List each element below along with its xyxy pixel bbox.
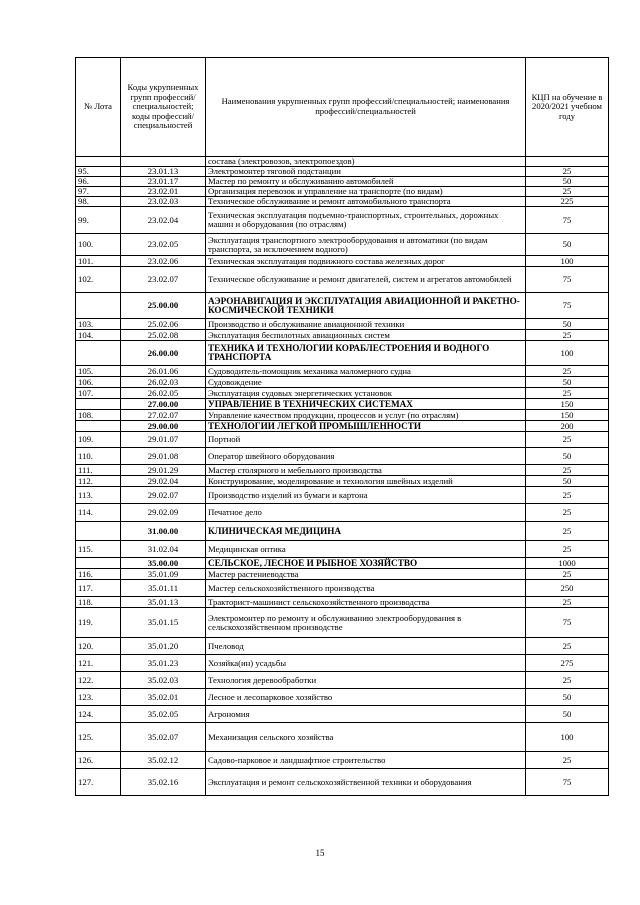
name-cell: Эксплуатация беспилотных авиационных систем bbox=[206, 330, 526, 341]
name-cell: Медицинская оптика bbox=[206, 541, 526, 558]
name-cell: Пчеловод bbox=[206, 638, 526, 655]
table-row bbox=[76, 723, 609, 752]
lot-number-cell: 110. bbox=[76, 448, 121, 465]
table-row bbox=[76, 597, 609, 608]
quota-cell: 25 bbox=[526, 752, 609, 769]
table-row bbox=[76, 448, 609, 465]
name-cell: Электромонтер по ремонту и обслуживанию электрооборудования в сельскохозяйственном производстве bbox=[206, 608, 526, 638]
quota-cell: 275 bbox=[526, 655, 609, 672]
quota-cell: 100 bbox=[526, 341, 609, 366]
table-row bbox=[76, 504, 609, 522]
table-row bbox=[76, 319, 609, 330]
quota-cell: 75 bbox=[526, 769, 609, 796]
name-cell: Оператор швейного оборудования bbox=[206, 448, 526, 465]
quota-cell: 25 bbox=[526, 522, 609, 541]
code-cell: 29.02.04 bbox=[121, 476, 206, 487]
code-cell: 29.01.08 bbox=[121, 448, 206, 465]
name-cell: Судовождение bbox=[206, 377, 526, 388]
quota-cell: 50 bbox=[526, 689, 609, 706]
lot-number-cell: 97. bbox=[76, 187, 121, 197]
table-row bbox=[76, 256, 609, 267]
name-cell: Электромонтер тяговой подстанции bbox=[206, 167, 526, 177]
lot-number-cell: 107. bbox=[76, 388, 121, 399]
name-cell: АЭРОНАВИГАЦИЯ И ЭКСПЛУАТАЦИЯ АВИАЦИОННОЙ И РАКЕТНО-КОСМИЧЕСКОЙ ТЕХНИКИ bbox=[206, 293, 526, 319]
table-row bbox=[76, 197, 609, 207]
lot-number-cell: 125. bbox=[76, 723, 121, 752]
name-cell: Мастер растениеводства bbox=[206, 569, 526, 580]
lot-number-cell: 119. bbox=[76, 608, 121, 638]
quota-cell: 25 bbox=[526, 487, 609, 504]
lot-number-cell: 103. bbox=[76, 319, 121, 330]
code-cell: 27.00.00 bbox=[121, 399, 206, 410]
name-cell: УПРАВЛЕНИЕ В ТЕХНИЧЕСКИХ СИСТЕМАХ bbox=[206, 399, 526, 410]
header-lot-number: № Лота bbox=[76, 58, 121, 157]
lot-number-cell: 102. bbox=[76, 267, 121, 293]
table-row bbox=[76, 655, 609, 672]
table-row bbox=[76, 672, 609, 689]
name-cell: Садово-парковое и ландшафтное строительство bbox=[206, 752, 526, 769]
quota-cell: 50 bbox=[526, 377, 609, 388]
name-cell: Техническое обслуживание и ремонт двигателей, систем и агрегатов автомобилей bbox=[206, 267, 526, 293]
code-cell: 35.02.05 bbox=[121, 706, 206, 723]
lot-number-cell: 109. bbox=[76, 432, 121, 448]
lot-number-cell: 126. bbox=[76, 752, 121, 769]
quota-cell: 100 bbox=[526, 723, 609, 752]
table-header-row bbox=[76, 58, 609, 157]
quota-cell: 25 bbox=[526, 330, 609, 341]
code-cell: 35.02.12 bbox=[121, 752, 206, 769]
lot-number-cell: 106. bbox=[76, 377, 121, 388]
code-cell: 35.02.16 bbox=[121, 769, 206, 796]
code-cell: 29.02.07 bbox=[121, 487, 206, 504]
name-cell: Производство изделий из бумаги и картона bbox=[206, 487, 526, 504]
quota-cell: 25 bbox=[526, 432, 609, 448]
code-cell: 29.00.00 bbox=[121, 421, 206, 432]
table-row bbox=[76, 330, 609, 341]
table-row bbox=[76, 187, 609, 197]
table-row bbox=[76, 388, 609, 399]
table-row bbox=[76, 487, 609, 504]
quota-cell: 50 bbox=[526, 177, 609, 187]
name-cell: Конструирование, моделирование и технология швейных изделий bbox=[206, 476, 526, 487]
table-body bbox=[76, 157, 609, 796]
table-row bbox=[76, 706, 609, 723]
name-cell: Портной bbox=[206, 432, 526, 448]
quota-cell: 200 bbox=[526, 421, 609, 432]
name-cell: Лесное и лесопарковое хозяйство bbox=[206, 689, 526, 706]
code-cell: 23.01.13 bbox=[121, 167, 206, 177]
quota-cell: 25 bbox=[526, 388, 609, 399]
quota-cell: 25 bbox=[526, 672, 609, 689]
header-codes: Коды укрупненных групп профессий/ специальностей; коды профессий/ специальностей bbox=[121, 58, 206, 157]
name-cell: состава (электровозов, электропоездов) bbox=[206, 157, 526, 167]
lot-number-cell: 117. bbox=[76, 580, 121, 597]
quota-cell: 25 bbox=[526, 504, 609, 522]
group-row bbox=[76, 421, 609, 432]
group-row bbox=[76, 293, 609, 319]
code-cell: 26.02.03 bbox=[121, 377, 206, 388]
header-names: Наименования укрупненных групп профессий/специальностей; наименования профессий/специальностей bbox=[206, 58, 526, 157]
table-row bbox=[76, 465, 609, 476]
code-cell: 26.02.05 bbox=[121, 388, 206, 399]
group-row bbox=[76, 522, 609, 541]
code-cell: 31.00.00 bbox=[121, 522, 206, 541]
quota-cell: 50 bbox=[526, 234, 609, 256]
lot-number-cell: 118. bbox=[76, 597, 121, 608]
lot-number-cell: 114. bbox=[76, 504, 121, 522]
quota-cell: 75 bbox=[526, 267, 609, 293]
table-row bbox=[76, 569, 609, 580]
code-cell: 23.01.17 bbox=[121, 177, 206, 187]
code-cell: 35.02.07 bbox=[121, 723, 206, 752]
lot-number-cell: 113. bbox=[76, 487, 121, 504]
lot-number-cell bbox=[76, 399, 121, 410]
quota-cell: 25 bbox=[526, 167, 609, 177]
name-cell: Управление качеством продукции, процессов и услуг (по отраслям) bbox=[206, 410, 526, 421]
name-cell: Эксплуатация транспортного электрооборудования и автоматики (по видам транспорта, за исключением водного) bbox=[206, 234, 526, 256]
name-cell: Хозяйка(ин) усадьбы bbox=[206, 655, 526, 672]
name-cell: Тракторист-машинист сельскохозяйственного производства bbox=[206, 597, 526, 608]
group-row bbox=[76, 341, 609, 366]
quota-cell: 75 bbox=[526, 207, 609, 234]
table-row bbox=[76, 432, 609, 448]
lot-number-cell bbox=[76, 522, 121, 541]
quota-cell: 25 bbox=[526, 569, 609, 580]
code-cell: 23.02.05 bbox=[121, 234, 206, 256]
lot-number-cell bbox=[76, 341, 121, 366]
quota-cell: 25 bbox=[526, 187, 609, 197]
table-row bbox=[76, 167, 609, 177]
quota-cell: 50 bbox=[526, 706, 609, 723]
quota-cell: 75 bbox=[526, 608, 609, 638]
name-cell: КЛИНИЧЕСКАЯ МЕДИЦИНА bbox=[206, 522, 526, 541]
lot-number-cell: 99. bbox=[76, 207, 121, 234]
name-cell: Техническое обслуживание и ремонт автомобильного транспорта bbox=[206, 197, 526, 207]
name-cell: ТЕХНИКА И ТЕХНОЛОГИИ КОРАБЛЕСТРОЕНИЯ И ВОДНОГО ТРАНСПОРТА bbox=[206, 341, 526, 366]
lot-number-cell: 127. bbox=[76, 769, 121, 796]
quota-cell: 50 bbox=[526, 448, 609, 465]
table-row bbox=[76, 541, 609, 558]
code-cell: 26.01.06 bbox=[121, 366, 206, 377]
quota-cell: 25 bbox=[526, 366, 609, 377]
lot-number-cell: 115. bbox=[76, 541, 121, 558]
name-cell: Эксплуатация и ремонт сельскохозяйственной техники и оборудования bbox=[206, 769, 526, 796]
lot-number-cell: 112. bbox=[76, 476, 121, 487]
code-cell: 23.02.06 bbox=[121, 256, 206, 267]
name-cell: Техническая эксплуатация подъемно-транспортных, строительных, дорожных машин и оборудования (по отраслям) bbox=[206, 207, 526, 234]
lot-number-cell: 124. bbox=[76, 706, 121, 723]
table-row bbox=[76, 476, 609, 487]
code-cell: 23.02.01 bbox=[121, 187, 206, 197]
lot-number-cell: 122. bbox=[76, 672, 121, 689]
quota-cell: 150 bbox=[526, 399, 609, 410]
table-row bbox=[76, 234, 609, 256]
code-cell: 31.02.04 bbox=[121, 541, 206, 558]
table-row bbox=[76, 580, 609, 597]
table-row bbox=[76, 207, 609, 234]
quota-cell: 50 bbox=[526, 476, 609, 487]
code-cell bbox=[121, 157, 206, 167]
lot-number-cell: 108. bbox=[76, 410, 121, 421]
lot-number-cell bbox=[76, 421, 121, 432]
name-cell: Мастер по ремонту и обслуживанию автомобилей bbox=[206, 177, 526, 187]
name-cell: ТЕХНОЛОГИИ ЛЕГКОЙ ПРОМЫШЛЕННОСТИ bbox=[206, 421, 526, 432]
quota-cell: 75 bbox=[526, 293, 609, 319]
table-row bbox=[76, 638, 609, 655]
table-row bbox=[76, 410, 609, 421]
name-cell: Производство и обслуживание авиационной техники bbox=[206, 319, 526, 330]
code-cell: 35.02.03 bbox=[121, 672, 206, 689]
quota-cell: 25 bbox=[526, 597, 609, 608]
quota-cell: 25 bbox=[526, 541, 609, 558]
table-row bbox=[76, 752, 609, 769]
quota-cell: 1000 bbox=[526, 558, 609, 569]
name-cell: СЕЛЬСКОЕ, ЛЕСНОЕ И РЫБНОЕ ХОЗЯЙСТВО bbox=[206, 558, 526, 569]
table-row bbox=[76, 157, 609, 167]
code-cell: 23.02.03 bbox=[121, 197, 206, 207]
lot-number-cell: 104. bbox=[76, 330, 121, 341]
lot-number-cell: 100. bbox=[76, 234, 121, 256]
table-row bbox=[76, 366, 609, 377]
quota-cell bbox=[526, 157, 609, 167]
code-cell: 25.02.08 bbox=[121, 330, 206, 341]
table-row bbox=[76, 608, 609, 638]
group-row bbox=[76, 399, 609, 410]
lot-number-cell: 121. bbox=[76, 655, 121, 672]
code-cell: 26.00.00 bbox=[121, 341, 206, 366]
code-cell: 23.02.07 bbox=[121, 267, 206, 293]
name-cell: Технология деревообработки bbox=[206, 672, 526, 689]
code-cell: 35.01.13 bbox=[121, 597, 206, 608]
lot-number-cell bbox=[76, 293, 121, 319]
quota-cell: 150 bbox=[526, 410, 609, 421]
lot-number-cell: 123. bbox=[76, 689, 121, 706]
code-cell: 35.01.11 bbox=[121, 580, 206, 597]
code-cell: 35.01.15 bbox=[121, 608, 206, 638]
name-cell: Эксплуатация судовых энергетических установок bbox=[206, 388, 526, 399]
code-cell: 25.02.06 bbox=[121, 319, 206, 330]
name-cell: Организация перевозок и управление на транспорте (по видам) bbox=[206, 187, 526, 197]
code-cell: 25.00.00 bbox=[121, 293, 206, 319]
code-cell: 35.01.20 bbox=[121, 638, 206, 655]
name-cell: Мастер сельскохозяйственного производства bbox=[206, 580, 526, 597]
name-cell: Техническая эксплуатация подвижного состава железных дорог bbox=[206, 256, 526, 267]
quota-cell: 50 bbox=[526, 319, 609, 330]
code-cell: 29.01.07 bbox=[121, 432, 206, 448]
lot-number-cell: 95. bbox=[76, 167, 121, 177]
lot-number-cell: 96. bbox=[76, 177, 121, 187]
lot-number-cell: 111. bbox=[76, 465, 121, 476]
code-cell: 23.02.04 bbox=[121, 207, 206, 234]
lot-number-cell bbox=[76, 558, 121, 569]
table-row bbox=[76, 267, 609, 293]
lot-number-cell: 101. bbox=[76, 256, 121, 267]
code-cell: 35.01.09 bbox=[121, 569, 206, 580]
header-quota: КЦП на обучение в 2020/2021 учебном году bbox=[526, 58, 609, 157]
lot-number-cell: 120. bbox=[76, 638, 121, 655]
name-cell: Механизация сельского хозяйства bbox=[206, 723, 526, 752]
lot-number-cell: 98. bbox=[76, 197, 121, 207]
table-row bbox=[76, 769, 609, 796]
lot-number-cell bbox=[76, 157, 121, 167]
quota-cell: 100 bbox=[526, 256, 609, 267]
table-row bbox=[76, 177, 609, 187]
lot-number-cell: 116. bbox=[76, 569, 121, 580]
code-cell: 29.01.29 bbox=[121, 465, 206, 476]
lots-table bbox=[75, 57, 609, 796]
code-cell: 27.02.07 bbox=[121, 410, 206, 421]
quota-cell: 25 bbox=[526, 465, 609, 476]
quota-cell: 225 bbox=[526, 197, 609, 207]
lot-number-cell: 105. bbox=[76, 366, 121, 377]
code-cell: 35.01.23 bbox=[121, 655, 206, 672]
name-cell: Мастер столярного и мебельного производства bbox=[206, 465, 526, 476]
page-number: 15 bbox=[315, 848, 325, 858]
table-row bbox=[76, 689, 609, 706]
code-cell: 35.00.00 bbox=[121, 558, 206, 569]
code-cell: 29.02.09 bbox=[121, 504, 206, 522]
name-cell: Печатное дело bbox=[206, 504, 526, 522]
name-cell: Судоводитель-помощник механика маломерного судна bbox=[206, 366, 526, 377]
group-row bbox=[76, 558, 609, 569]
code-cell: 35.02.01 bbox=[121, 689, 206, 706]
quota-cell: 250 bbox=[526, 580, 609, 597]
name-cell: Агрономия bbox=[206, 706, 526, 723]
table-row bbox=[76, 377, 609, 388]
quota-cell: 25 bbox=[526, 638, 609, 655]
